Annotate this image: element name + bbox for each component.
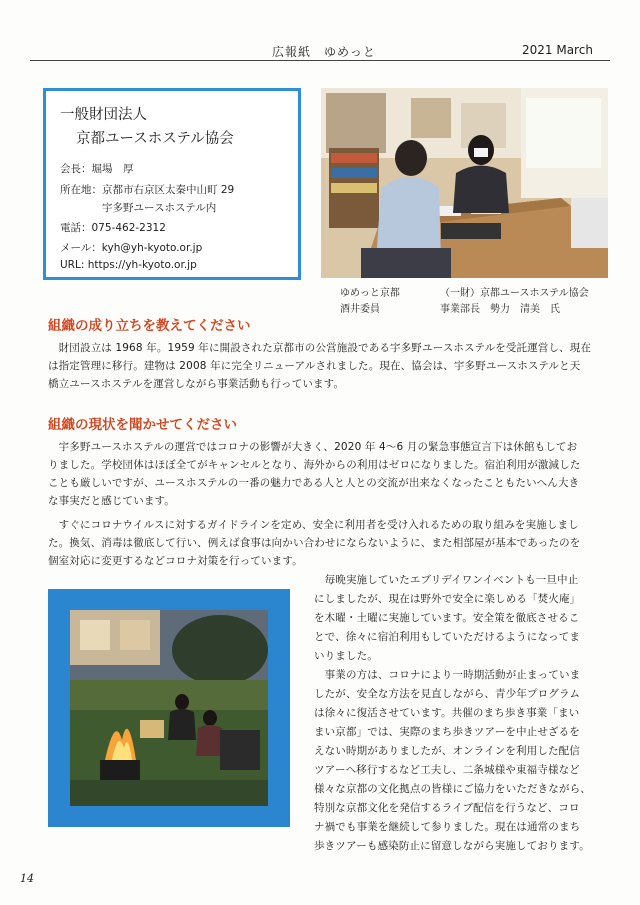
section2-line: ことも厳しいですが、ユースホステルの一番の魅力である人と人との交流が出来なくなったこともたいへん大き [48, 477, 580, 489]
section1-line: 橋立ユースホステルを運営しながら事業活動も行っています。 [48, 378, 345, 390]
issue-date: 2021 March [522, 43, 593, 57]
caption-left-2: 酒井委員 [340, 304, 380, 315]
caption-right-1: （一財）京都ユースホステル協会 [440, 288, 589, 299]
bonfire-photo-frame [48, 589, 290, 827]
column-line: 様々な京都の文化拠点の皆様にご協力をいただきながら、 [314, 783, 591, 795]
bonfire-photo [70, 610, 268, 806]
info-address-2: 宇多野ユースホステル内 [60, 202, 217, 214]
column-line: は徐々に復活させています。共催のまち歩き事業「まい [314, 707, 580, 719]
info-phone: 電話：075-462-2312 [60, 222, 166, 234]
column-line: を木曜・土曜に実施しています。安全策を徹底させるこ [314, 612, 580, 624]
section2-heading: 組織の現状を聞かせてください [48, 417, 237, 433]
column-line: とで、徐々に宿泊利用もしていただけるようになってま [314, 631, 581, 643]
info-email: メール：kyh@yh-kyoto.or.jp [60, 242, 203, 254]
column-line: まい京都」では、実際のまち歩きツアーを中止せざるを [314, 726, 580, 738]
column-line: 特別な京都文化を発信するライブ配信を行うなど、コロ [314, 802, 580, 814]
column-line: 毎晩実施していたエブリデイワンイベントも一旦中止 [314, 574, 579, 586]
org-type: 一般財団法人 [60, 107, 147, 123]
column-line: ツアーへ移行するなど工夫し、二条城様や東福寺様など [314, 764, 580, 776]
section2-line: 個室対応に変更するなどコロナ対策を行っています。 [48, 555, 303, 567]
section2-line: な事実だと感じています。 [48, 495, 175, 507]
section2-line: た。換気、消毒は徹底して行い、例えば食事は向かい合わせにならないように、また相部屋が基本であったのを [48, 537, 581, 549]
organization-info-box [43, 88, 301, 280]
org-name: 京都ユースホステル協会 [76, 131, 234, 147]
column-line: いりました。 [314, 650, 378, 662]
column-line: ナ禍でも事業を継続して参りました。現在は通常のまち [314, 821, 581, 833]
section2-line: りました。学校団体はほぼ全てがキャンセルとなり、海外からの利用はゼロになりました。宿泊利用が激減した [48, 459, 581, 471]
section1-heading: 組織の成り立ちを教えてください [48, 318, 251, 334]
section2-line: 宇多野ユースホステルの運営ではコロナの影響が大きく、2020 年 4～6 月の緊急事態宣言下は休館もしてお [48, 441, 578, 453]
caption-left-1: ゆめっと京都 [340, 288, 400, 299]
section1-line: 財団設立は 1968 年。1959 年に開設された京都市の公営施設である宇多野ユースホステルを受託運営し、現在 [48, 342, 592, 354]
info-address: 所在地：京都市右京区太秦中山町 29 [60, 184, 235, 196]
header-rule [30, 60, 610, 61]
column-line: 歩きツアーも感染防止に留意しながら実施しております。 [314, 840, 590, 852]
caption-right-2: 事業部長 勢力 清美 氏 [440, 304, 560, 315]
info-url: URL: https://yh-kyoto.or.jp [60, 259, 197, 271]
publication-title: 広報紙 ゆめっと [272, 45, 376, 59]
column-line: したが、安全な方法を見直しながら、青少年プログラム [314, 688, 581, 700]
column-line: にしましたが、現在は野外で安全に楽しめる「焚火庵」 [314, 593, 581, 605]
page-header [0, 38, 640, 60]
section2-line: すぐにコロナウイルスに対するガイドラインを定め、安全に利用者を受け入れるための取り組みを実施しまし [48, 519, 579, 531]
interview-photo [321, 88, 608, 278]
column-line: えない時期がありましたが、オンラインを利用した配信 [314, 745, 580, 757]
info-chair: 会長：堀場 厚 [60, 163, 134, 175]
section1-line: は指定管理に移行。建物は 2008 年に完全リニューアルされました。現在、協会は、宇多野ユースホステルと天 [48, 360, 581, 372]
page-number: 14 [20, 872, 34, 885]
column-line: 事業の方は、コロナにより一時期活動が止まっていま [314, 669, 581, 681]
